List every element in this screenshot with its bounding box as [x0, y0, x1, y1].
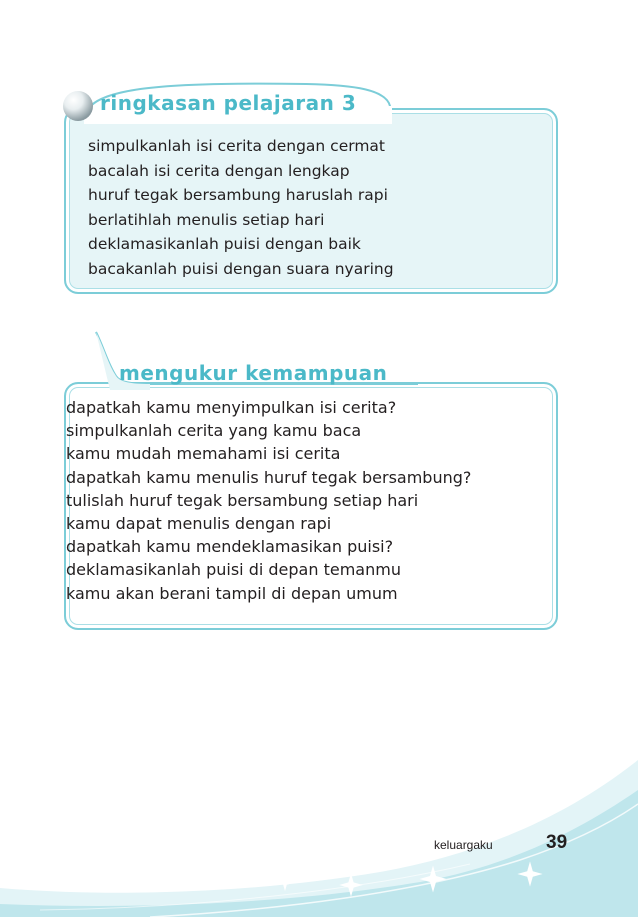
summary-line: simpulkanlah isi cerita dengan cermat	[88, 137, 386, 155]
summary-line: deklamasikanlah puisi dengan baik	[88, 235, 361, 253]
assessment-title: mengukur kemampuan	[119, 361, 388, 385]
summary-title: ringkasan pelajaran 3	[100, 91, 357, 115]
assessment-line: dapatkah kamu menulis huruf tegak bersambung?	[66, 467, 472, 487]
pearl-bullet-icon	[60, 88, 96, 124]
assessment-list	[66, 396, 546, 605]
star-icon	[276, 874, 294, 892]
book-title-label: keluargaku	[434, 838, 493, 852]
assessment-line: dapatkah kamu mendeklamasikan puisi?	[66, 537, 394, 557]
summary-line: bacakanlah puisi dengan suara nyaring	[88, 259, 394, 278]
assessment-line: kamu dapat menulis dengan rapi	[66, 514, 332, 534]
star-icon	[516, 860, 544, 888]
star-icon	[338, 872, 364, 898]
summary-line: huruf tegak bersambung haruslah rapi	[88, 186, 388, 204]
page-number: 39	[546, 832, 568, 853]
summary-line: berlatihlah menulis setiap hari	[88, 210, 325, 229]
summary-list	[88, 134, 548, 281]
assessment-line: deklamasikanlah puisi di depan temanmu	[66, 560, 401, 580]
assessment-line: kamu akan berani tampil di depan umum	[66, 583, 398, 603]
footer-wave	[0, 760, 638, 917]
summary-line: bacalah isi cerita dengan lengkap	[88, 161, 350, 180]
assessment-line: tulislah huruf tegak bersambung setiap hari	[66, 490, 419, 510]
assessment-line: simpulkanlah cerita yang kamu baca	[66, 421, 362, 441]
assessment-line: kamu mudah memahami isi cerita	[66, 444, 341, 464]
star-icon	[418, 864, 448, 894]
assessment-line: dapatkah kamu menyimpulkan isi cerita?	[66, 398, 397, 417]
